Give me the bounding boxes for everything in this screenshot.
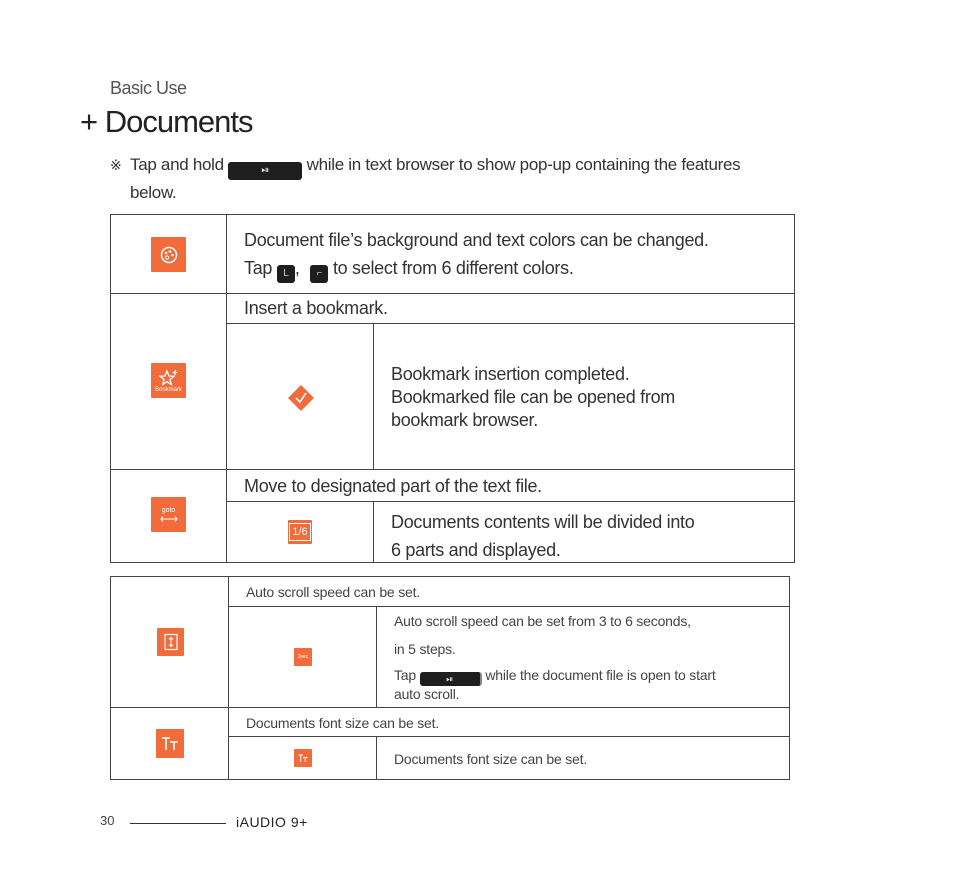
autoscroll-sub-line4: auto scroll. <box>394 686 460 702</box>
autoscroll-sec-icon: 3sec <box>294 648 312 666</box>
autoscroll-icon <box>157 628 184 656</box>
footer-brand: iAUDIO 9+ <box>236 814 308 830</box>
autoscroll-sub-line2: in 5 steps. <box>394 641 456 657</box>
goto-icon <box>151 497 186 532</box>
bookmark-sub-desc: Bookmark insertion completed. Bookmarked file can be opened from bookmark browser. <box>391 364 675 430</box>
page-title: + Documents <box>80 104 253 139</box>
bookmark-icon-label: Bookmark <box>154 386 182 393</box>
autoscroll-sub-line1: Auto scroll speed can be set from 3 to 6 seconds, <box>394 613 691 629</box>
note-text-cont: below. <box>130 183 177 202</box>
footer-divider <box>130 823 226 824</box>
font-size-icon <box>156 729 184 758</box>
right-key-icon: ⌐ <box>310 265 328 283</box>
left-key-icon: L <box>277 265 295 283</box>
palette-icon <box>151 237 186 272</box>
note-text-before: Tap and hold <box>130 155 224 174</box>
page-number: 30 <box>100 813 115 828</box>
play-pause-key-icon: ⏯ <box>228 162 302 180</box>
note-mark: ※ <box>110 157 122 173</box>
font-size-small-icon <box>294 749 312 767</box>
autoscroll-sub-line3: Tap ⏯ while the document file is open to start <box>394 667 716 684</box>
colors-desc-line1: Document file’s background and text colors can be changed. <box>244 230 709 250</box>
goto-desc: Move to designated part of the text file. <box>244 476 542 496</box>
autoscroll-desc: Auto scroll speed can be set. <box>246 584 420 600</box>
bookmark-star-icon <box>151 363 186 398</box>
bookmark-desc: Insert a bookmark. <box>244 298 388 318</box>
goto-icon-label: goto <box>161 506 176 514</box>
check-diamond-icon <box>287 384 315 412</box>
fraction-icon: 1/6 <box>288 520 312 544</box>
note-paragraph <box>110 152 790 205</box>
note-text-after: while in text browser to show pop-up containing the features <box>306 155 741 174</box>
play-pause-key-icon: ⏯ <box>420 672 482 686</box>
font-size-sub-desc: Documents font size can be set. <box>394 751 588 767</box>
colors-desc-line2: Tap L , ⌐ to select from 6 different colors. <box>244 258 574 283</box>
section-label: Basic Use <box>110 78 187 98</box>
goto-sub-desc: Documents contents will be divided into 6 parts and displayed. <box>391 512 695 560</box>
font-size-desc: Documents font size can be set. <box>246 715 440 731</box>
